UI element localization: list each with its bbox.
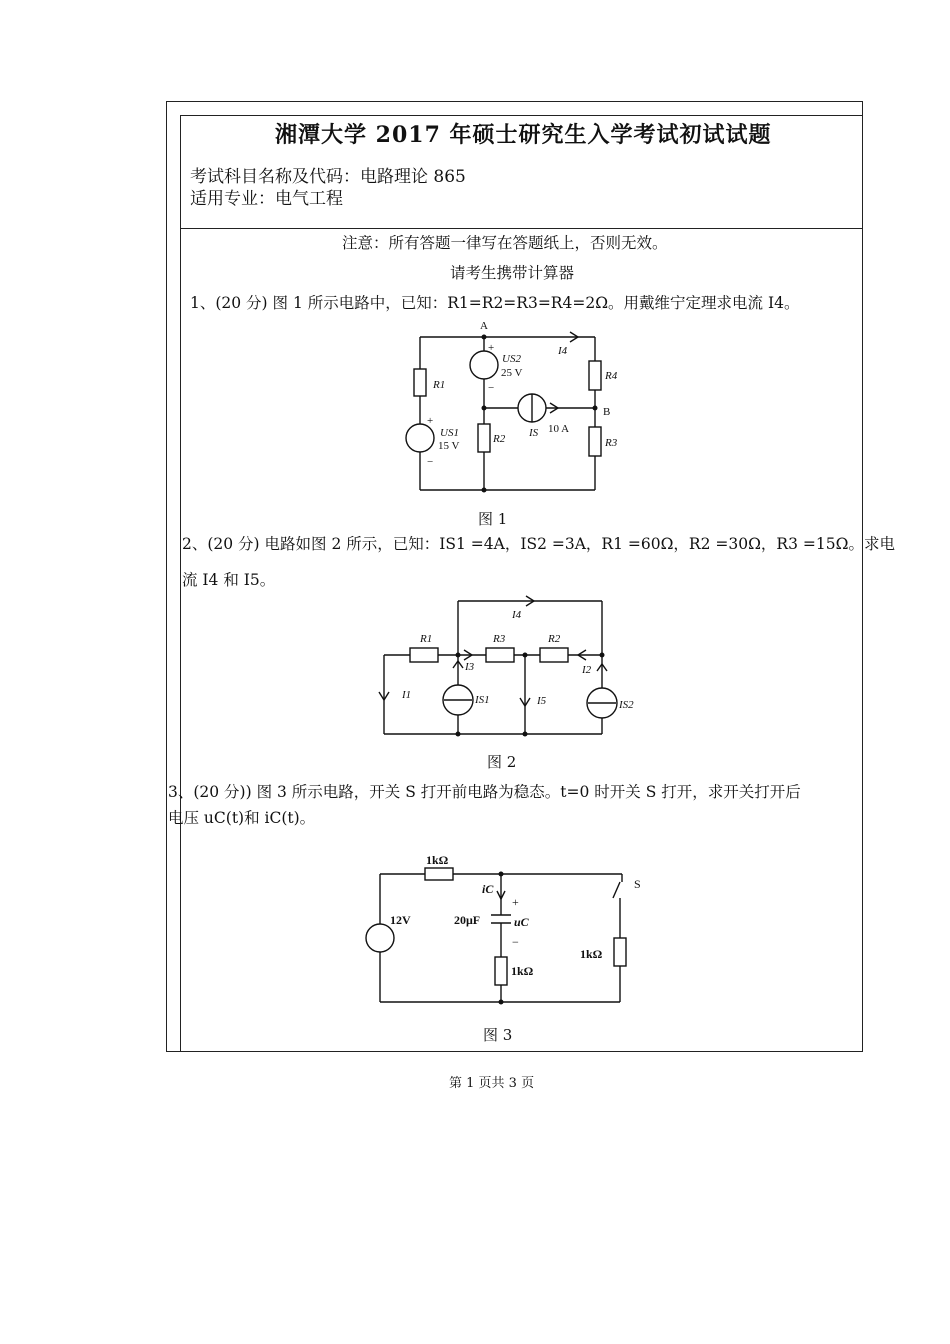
fig2-r1: R1 bbox=[420, 633, 433, 645]
fig1-r4: R4 bbox=[605, 370, 618, 382]
fig2-r2: R2 bbox=[548, 633, 561, 645]
fig1-us2-minus: − bbox=[488, 382, 495, 394]
fig1-us2: US2 bbox=[502, 353, 521, 365]
fig1-is-value: 10 A bbox=[548, 423, 570, 435]
fig1-us2-plus: + bbox=[488, 342, 495, 354]
fig3-ic: iC bbox=[482, 882, 494, 896]
fig3-uc: uC bbox=[514, 915, 529, 929]
fig1-node-a: A bbox=[480, 320, 488, 332]
major-line: 适用专业：电气工程 bbox=[190, 189, 343, 209]
fig2-i2: I2 bbox=[582, 664, 592, 676]
subject-line: 考试科目名称及代码：电路理论 865 bbox=[190, 167, 466, 187]
notice: 注意：所有答题一律写在答题纸上，否则无效。 bbox=[342, 234, 668, 252]
question-2-text-line-1: 2、(20 分) 电路如图 2 所示，已知：IS1 =4A，IS2 =3A，R1 =60Ω，R2 =30Ω，R3 =15Ω。求电 bbox=[182, 535, 895, 553]
figure-2-circuit bbox=[378, 595, 634, 743]
fig2-is2: IS2 bbox=[619, 699, 634, 711]
calculator-note: 请考生携带计算器 bbox=[450, 264, 575, 282]
fig1-us1-minus: − bbox=[427, 456, 434, 468]
fig3-r-top: 1kΩ bbox=[426, 853, 449, 867]
fig3-plus: + bbox=[512, 895, 519, 909]
question-1-text: 1、(20 分) 图 1 所示电路中，已知：R1=R2=R3=R4=2Ω。用戴维宁定理求电流 I4。 bbox=[190, 294, 800, 312]
question-3-text-line-2: 电压 uC(t)和 iC(t)。 bbox=[168, 809, 316, 827]
fig2-i4: I4 bbox=[512, 609, 522, 621]
figure-3-caption: 图 3 bbox=[483, 1026, 513, 1044]
fig1-node-b: B bbox=[603, 406, 611, 418]
fig1-is: IS bbox=[529, 427, 539, 439]
fig1-r3: R3 bbox=[605, 437, 618, 449]
fig3-minus: − bbox=[512, 935, 519, 949]
fig2-i1: I1 bbox=[402, 689, 412, 701]
question-3-text-line-1: 3、(20 分)) 图 3 所示电路，开关 S 打开前电路为稳态。t=0 时开关 S 打开，求开关打开后 bbox=[168, 783, 801, 801]
fig3-r-right: 1kΩ bbox=[580, 947, 603, 961]
fig1-us2-value: 25 V bbox=[501, 367, 523, 379]
figure-2-caption: 图 2 bbox=[487, 753, 517, 771]
exam-title: 湘潭大学 2017 年硕士研究生入学考试初试试题 bbox=[275, 122, 772, 148]
fig1-i4: I4 bbox=[558, 345, 568, 357]
fig2-i3: I3 bbox=[465, 661, 475, 673]
fig2-i5: I5 bbox=[537, 695, 547, 707]
fig1-r1: R1 bbox=[433, 379, 446, 391]
figure-1-caption: 图 1 bbox=[478, 510, 508, 528]
figure-3-circuit bbox=[358, 848, 658, 1008]
fig1-r2: R2 bbox=[493, 433, 506, 445]
fig1-us1-plus: + bbox=[427, 415, 434, 427]
fig3-capacitor: 20μF bbox=[454, 913, 481, 927]
page-footer: 第 1 页共 3 页 bbox=[449, 1076, 535, 1091]
fig3-switch-s: S bbox=[634, 877, 641, 891]
fig1-us1-value: 15 V bbox=[438, 440, 460, 452]
figure-1-circuit bbox=[380, 312, 640, 507]
question-2-text-line-2: 流 I4 和 I5。 bbox=[182, 571, 276, 589]
fig2-r3: R3 bbox=[493, 633, 506, 645]
fig2-is1: IS1 bbox=[475, 694, 490, 706]
fig1-us1: US1 bbox=[440, 427, 459, 439]
fig3-r-mid: 1kΩ bbox=[511, 964, 534, 978]
fig3-source-12v: 12V bbox=[390, 913, 411, 927]
